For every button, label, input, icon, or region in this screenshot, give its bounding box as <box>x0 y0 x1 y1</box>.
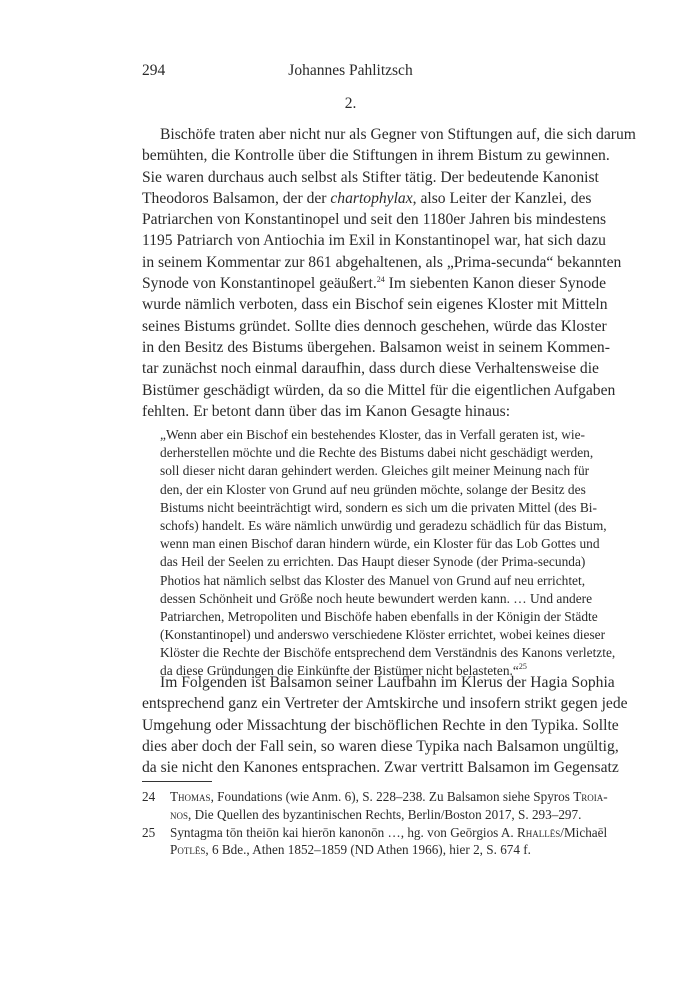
footnote-line <box>170 841 559 859</box>
text-line: entsprechend ganz ein Vertreter der Amtskirche und insofern strikt gegen jede <box>142 695 628 713</box>
text-segment: Syntagma tōn theiōn kai hierōn kanonōn …, hg. von Geōrgios A. <box>170 824 517 840</box>
quote-line: soll dieser nicht daran gehindert werden. Gleiches gilt meiner Meinung nach für <box>160 463 590 479</box>
text-segment: /Michaēl <box>560 824 608 840</box>
page-number: 294 <box>142 62 166 79</box>
author-name: Troia- <box>573 789 608 804</box>
text-line: bemühten, die Kontrolle über die Stiftungen in ihrem Bistum zu gewinnen. <box>142 147 610 165</box>
footnote-25 <box>142 824 608 860</box>
text-segment: , Die Quellen des byzantinischen Rechts, Berlin/Boston 2017, S. 293–297. <box>188 806 582 822</box>
text-segment: Theodoros Balsamon, der der <box>142 189 331 207</box>
quote-line: Klöster die Rechte der Bischöfe entsprechend dem Verständnis des Kanons verletzte, <box>160 645 616 661</box>
text-line: fehlten. Er betont dann über das im Kanon Gesagte hinaus: <box>142 402 511 420</box>
quote-line: den, der ein Kloster von Grund auf neu gründen möchte, solange der Besitz des <box>160 481 586 497</box>
text-line: wurde nämlich verboten, dass ein Bischof sein eigenes Kloster mit Mitteln <box>142 296 608 314</box>
quote-line: dessen Schönheit und Größe noch heute bewundert werden kann. … Und andere <box>160 590 593 606</box>
text-line: Sie waren durchaus auch selbst als Stifter tätig. Der bedeutende Kanonist <box>142 168 599 186</box>
footnote-ref-24[interactable]: 24 <box>376 275 385 285</box>
author-name: Rhallēs <box>517 824 561 840</box>
text-line: dies aber doch der Fall sein, so waren diese Typika nach Balsamon ungültig, <box>142 737 619 755</box>
footnote-line <box>170 788 608 806</box>
text-line: Umgehung oder Missachtung der bischöflichen Rechte in den Typika. Sollte <box>142 716 619 734</box>
footnote-ref-25[interactable]: 25 <box>518 662 527 672</box>
page-header <box>142 62 559 82</box>
footnote-line <box>170 806 582 824</box>
author-name: Thomas <box>170 789 211 804</box>
quote-line: schofs) handelt. Es wäre nämlich unwürdig und geradezu schädlich für das Bistum, <box>160 517 607 533</box>
text-segment: , Foundations (wie Anm. 6), S. 228–238. Zu Balsamon siehe Spyros <box>210 789 574 804</box>
footnote-number: 24 <box>142 789 156 804</box>
author-name: Potlēs <box>170 842 206 858</box>
quote-line: „Wenn aber ein Bischof ein bestehendes Kloster, das in Verfall geraten ist, wie- <box>160 427 586 442</box>
text-line: Bistümer geschädigt würden, da so die Mittel für die eigentlichen Aufgaben <box>142 381 616 399</box>
author-name: nos <box>170 806 189 822</box>
footnote-line <box>170 824 608 842</box>
footnote-24 <box>142 788 608 824</box>
text-segment: da diese Gründungen die Einkünfte der Bistümer nicht belasteten.“ <box>160 663 519 679</box>
text-line: Im Folgenden ist Balsamon seiner Laufbahn im Klerus der Hagia Sophia <box>160 674 615 691</box>
text-line: 1195 Patriarch von Antiochia im Exil in Konstantinopel war, hat sich dazu <box>142 232 606 250</box>
paragraph-1 <box>142 124 636 422</box>
quote-line: derherstellen möchte und die Rechte des Bistums dabei nicht geschädigt werden, <box>160 445 594 461</box>
footnote-number: 25 <box>142 824 156 840</box>
text-line: seines Bistums gründet. Sollte dies dennoch geschehen, würde das Kloster <box>142 317 607 335</box>
text-line: tar zunächst noch einmal daraufhin, dass durch diese Verhaltensweise die <box>142 360 599 378</box>
footnotes <box>142 788 608 859</box>
text-line: Patriarchen von Konstantinopel und seit den 1180er Jahren bis mindestens <box>142 211 607 229</box>
text-line: in seinem Kommentar zur 861 abgehaltenen, als „Prima-secunda“ bekannten <box>142 253 622 271</box>
text-line <box>142 273 607 294</box>
text-segment: Synode von Konstantinopel geäußert. <box>142 275 377 293</box>
text-segment: , also Leiter der Kanzlei, des <box>412 189 592 207</box>
text-line: in den Besitz des Bistums übergehen. Balsamon weist in seinem Kommen- <box>142 338 610 356</box>
quote-line: Bistums nicht beeinträchtigt wird, sondern es sich um die privaten Mittel (des Bi- <box>160 499 597 515</box>
text-line: Bischöfe traten aber nicht nur als Gegner von Stiftungen auf, die sich darum <box>160 126 636 143</box>
paragraph-2 <box>142 672 628 778</box>
quote-line: wenn man einen Bischof daran hindern würde, ein Kloster für das Lob Gottes und <box>160 536 600 552</box>
running-head: Johannes Pahlitzsch <box>288 62 413 79</box>
text-line: da sie nicht den Kanones entsprachen. Zwar vertritt Balsamon im Gegensatz <box>142 759 619 777</box>
footnote-divider <box>142 781 212 782</box>
quote-line: Photios hat nämlich selbst das Kloster des Manuel von Grund auf neu errichtet, <box>160 572 586 588</box>
block-quote <box>160 426 616 681</box>
quote-line: (Konstantinopel) und anderswo verschiedene Klöster errichtet, wobei keines dieser <box>160 627 606 643</box>
text-segment: , 6 Bde., Athen 1852–1859 (ND Athen 1966), hier 2, S. 674 f. <box>205 842 531 858</box>
text-segment: Im siebenten Kanon dieser Synode <box>384 275 607 293</box>
section-number: 2. <box>344 95 357 112</box>
quote-line: das Heil der Seelen zu errichten. Das Haupt dieser Synode (der Prima-secunda) <box>160 554 586 570</box>
italic-term: chartophylax <box>330 189 413 207</box>
text-line <box>142 188 592 209</box>
quote-line: Patriarchen, Metropoliten und Bischöfe haben ebenfalls in der Königin der Städte <box>160 608 598 624</box>
